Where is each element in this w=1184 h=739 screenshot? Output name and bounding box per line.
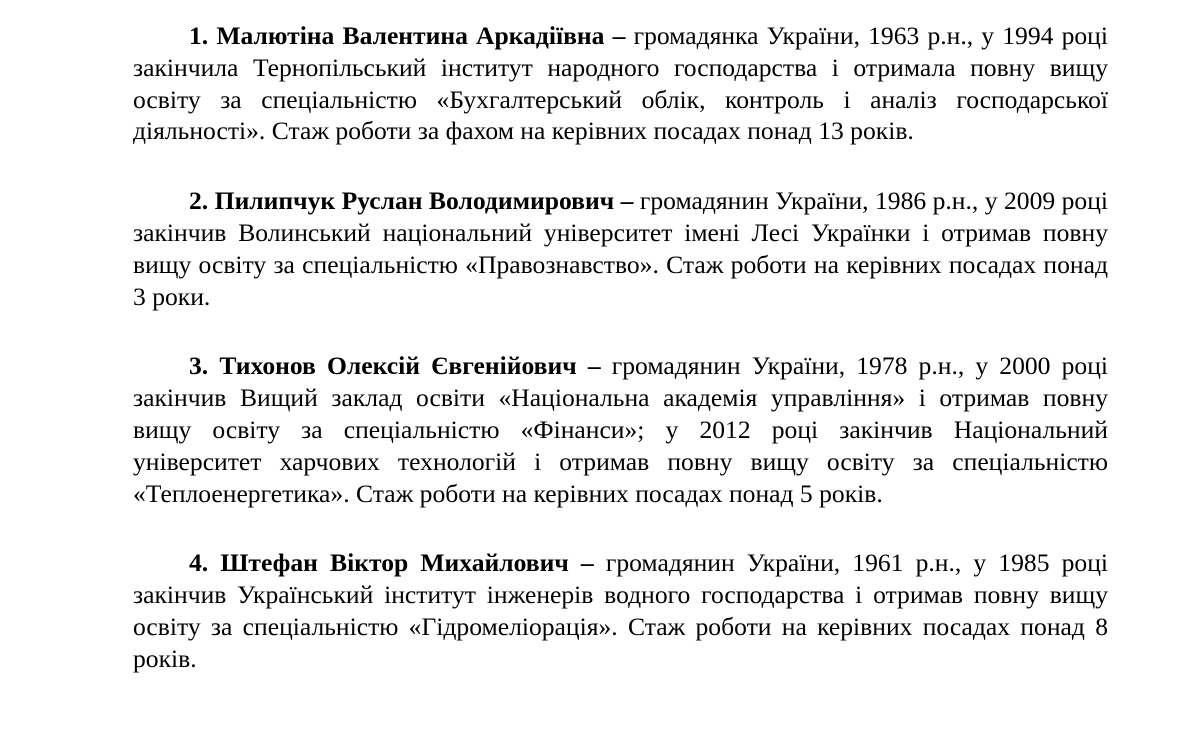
entry-number: 2.: [189, 186, 209, 216]
entry-number: 4.: [189, 548, 209, 578]
document-page: [133, 20, 1108, 675]
entry-dash: –: [580, 548, 594, 578]
entry-dash: –: [620, 186, 634, 216]
entry-dash: –: [612, 21, 626, 50]
candidate-name: Тихонов Олексій Євгенійович: [219, 351, 577, 381]
candidate-name: Пилипчук Руслан Володимирович: [214, 186, 615, 216]
entry-number: 3.: [189, 351, 209, 381]
entry-dash: –: [587, 351, 601, 381]
candidate-entry-4: [133, 547, 1108, 674]
candidate-entry-1: [133, 20, 1108, 147]
candidate-name: Штефан Віктор Михайлович: [220, 548, 569, 578]
candidate-description: громадянин України, 1986 р.н., у 2009 році закінчив Волинський національний університет імені Лесі Українки і отримав повну вищу освіту за спеціальністю «Правознавство». Стаж роботи на керівних посадах понад 3 роки.: [133, 186, 1109, 311]
entry-number: 1.: [189, 21, 209, 50]
candidate-description: громадянка України, 1963 р.н., у 1994 році закінчила Тернопільський інститут народного господарства і отримала повну вищу освіту за спеціальністю «Бухгалтерський облік, контроль і аналіз господарської діяльності». Стаж роботи за фахом на керівних посадах понад 13 років.: [133, 21, 1108, 146]
candidate-name: Малютіна Валентина Аркадіївна: [216, 21, 605, 50]
candidate-entry-2: [133, 185, 1108, 312]
candidate-description: громадянин України, 1961 р.н., у 1985 році закінчив Український інститут інженерів водного господарства і отримав повну вищу освіту за спеціальністю «Гідромеліорація». Стаж роботи на керівних посадах понад 8 років.: [133, 548, 1109, 673]
candidate-description: громадянин України, 1978 р.н., у 2000 році закінчив Вищий заклад освіти «Національна академія управління» і отримав повну вищу освіту за спеціальністю «Фінанси»; у 2012 році закінчив Національний університет харчових технологій і отримав повну вищу освіту за спеціальністю «Теплоенергетика». Стаж роботи на керівних посадах понад 5 років.: [133, 351, 1109, 508]
candidate-entry-3: [133, 350, 1108, 509]
